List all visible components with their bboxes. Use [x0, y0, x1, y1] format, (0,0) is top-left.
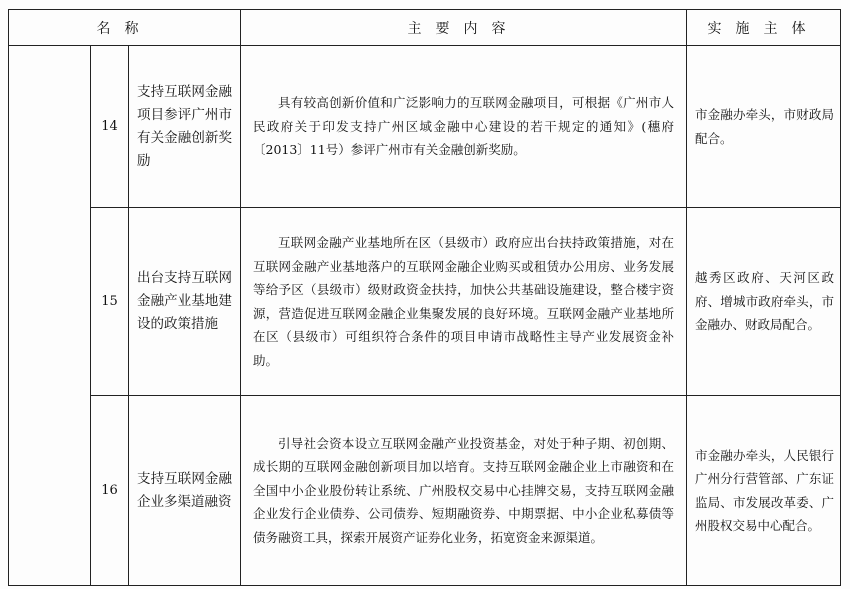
row-implementer: 越秀区政府、天河区政府、增城市政府牵头，市金融办、财政局配合。	[687, 208, 841, 396]
table-row	[9, 396, 841, 586]
table-header-row	[9, 10, 841, 46]
row-content-text: 具有较高创新价值和广泛影响力的互联网金融项目，可根据《广州市人民政府关于印发支持广州区域金融中心建设的若干规定的通知》(穗府〔2013〕11号）参评广州市有关金融创新奖励。	[253, 95, 674, 158]
row-content	[241, 396, 687, 586]
row-name: 支持互联网金融项目参评广州市有关金融创新奖励	[129, 46, 241, 208]
row-name: 出台支持互联网金融产业基地建设的政策措施	[129, 208, 241, 396]
row-content	[241, 46, 687, 208]
table-row	[9, 46, 841, 208]
row-content	[241, 208, 687, 396]
row-implementer: 市金融办牵头，市财政局配合。	[687, 46, 841, 208]
header-name: 名称	[9, 10, 241, 46]
header-implementer: 实施主体	[687, 10, 841, 46]
row-number: 15	[91, 208, 129, 396]
row-number: 16	[91, 396, 129, 586]
row-content-text: 互联网金融产业基地所在区（县级市）政府应出台扶持政策措施，对在互联网金融产业基地落户的互联网金融企业购买或租赁办公用房、业务发展等给予区（县级市）级财政资金扶持，加快公共基础设施建设，整合楼宇资源，营造促进互联网金融企业集聚发展的良好环境。互联网金融产业基地所在区（县级市）可组织符合条件的项目申请市战略性主导产业发展资金补助。	[253, 235, 674, 368]
row-number: 14	[91, 46, 129, 208]
table-row	[9, 208, 841, 396]
row-name: 支持互联网金融企业多渠道融资	[129, 396, 241, 586]
category-spacer-cell	[9, 46, 91, 586]
header-content: 主要内容	[241, 10, 687, 46]
row-implementer: 市金融办牵头，人民银行广州分行营管部、广东证监局、市发展改革委、广州股权交易中心配合。	[687, 396, 841, 586]
policy-table	[8, 9, 841, 586]
row-content-text: 引导社会资本设立互联网金融产业投资基金，对处于种子期、初创期、成长期的互联网金融创新项目加以培育。支持互联网金融企业上市融资和在全国中小企业股份转让系统、广州股权交易中心挂牌交易，支持互联网金融企业发行企业债券、公司债券、短期融资券、中期票据、中小企业私募债等债务融资工具，探索开展资产证券化业务，拓宽资金来源渠道。	[253, 435, 674, 545]
